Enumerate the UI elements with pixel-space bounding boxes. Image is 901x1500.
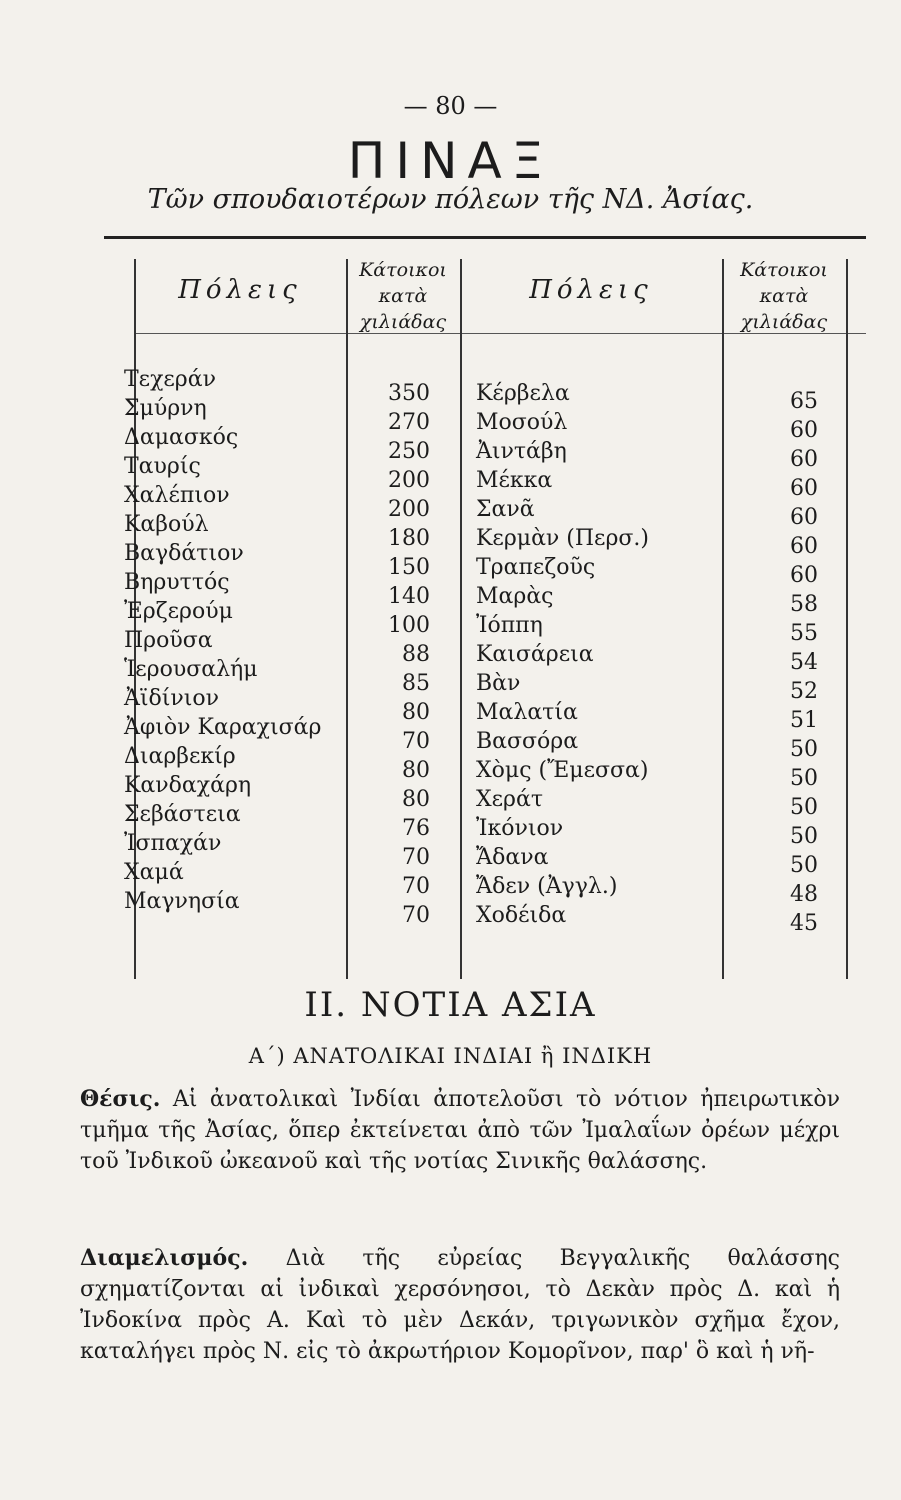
header-inhabitants-line2: κατὰ (759, 285, 809, 307)
left-value-cell: 270 (388, 410, 430, 435)
left-city-cell: Ἀϊδίνιον (124, 686, 220, 711)
right-city-cell: Ἰκόνιον (476, 816, 564, 841)
right-value-cell: 60 (790, 534, 818, 559)
right-city-cell: Ἰόππη (476, 613, 543, 638)
left-value-cell: 350 (388, 381, 430, 406)
paragraph-subdivision (80, 1243, 840, 1367)
right-city-cell: Ἀιντάβη (476, 439, 567, 464)
left-city-cell: Βηρυττός (124, 570, 230, 595)
left-city-cell: Ταυρίς (124, 454, 201, 479)
paragraph-text: Διὰ τῆς εὐρείας Βεγγαλικῆς θαλάσσης σχηματίζονται αἱ ἰνδικαὶ χερσόνησοι, τὸ Δεκὰν πρὸς Δ. καὶ ἡ Ἰνδοκίνα πρὸς Α. Καὶ τὸ μὲν Δεκάν, τριγωνικὸν σχῆμα ἔχον, καταλήγει πρὸς Ν. εἰς τὸ ἀκρωτήριον Κομορῖνον, παρ' ὃ καὶ ἡ νῆ- (80, 1246, 840, 1364)
left-value-cell: 70 (402, 903, 430, 928)
paragraph-text: Αἱ ἀνατολικαὶ Ἰνδίαι ἀποτελοῦσι τὸ νότιον ἠπειρωτικὸν τμῆμα τῆς Ἀσίας, ὅπερ ἐκτείνεται ἀπὸ τῶν Ἰμαλαΐων ὀρέων μέχρι τοῦ Ἰνδικοῦ ὠκεανοῦ καὶ τῆς νοτίας Σινικῆς θαλάσσης. (80, 1087, 840, 1174)
right-city-cell: Καισάρεια (476, 642, 594, 667)
left-city-cell: Χαλέπιον (124, 483, 230, 508)
header-inhabitants-line3: χιλιάδας (740, 311, 828, 333)
right-city-cell: Μαλατία (476, 700, 578, 725)
right-value-cell: 52 (790, 679, 818, 704)
left-value-cell: 88 (402, 642, 430, 667)
left-value-cell: 100 (388, 613, 430, 638)
right-city-cell: Τραπεζοῦς (476, 555, 596, 580)
page-title: ΠΙΝΑΞ (347, 132, 554, 190)
left-value-cell: 200 (388, 468, 430, 493)
right-value-cell: 45 (790, 911, 818, 936)
header-inhabitants-line1: Κάτοικοι (740, 259, 828, 281)
header-inhabitants-line2: κατὰ (378, 285, 428, 307)
left-city-cell: Ἱερουσαλήμ (124, 657, 258, 682)
right-value-cell: 48 (790, 882, 818, 907)
left-city-cell: Σεβάστεια (124, 802, 241, 827)
left-value-cell: 250 (388, 439, 430, 464)
right-city-cell: Ἄδεν (Ἀγγλ.) (476, 874, 618, 899)
left-value-cell: 76 (402, 816, 430, 841)
right-city-cell: Χοδέιδα (476, 903, 567, 928)
left-value-cell: 70 (402, 729, 430, 754)
cities-table (104, 236, 866, 979)
right-city-cell: Χεράτ (476, 787, 544, 812)
left-value-cell: 70 (402, 874, 430, 899)
right-city-cell: Σανᾶ (476, 497, 535, 522)
right-value-cell: 60 (790, 505, 818, 530)
left-city-cell: Κανδαχάρη (124, 773, 252, 798)
table-subtitle: Τῶν σπουδαιοτέρων πόλεων τῆς ΝΔ. Ἀσίας. (147, 184, 754, 215)
right-value-cell: 65 (790, 389, 818, 414)
left-city-cell: Βαγδάτιον (124, 541, 244, 566)
left-value-cell: 80 (402, 700, 430, 725)
table-right-rule (846, 259, 848, 979)
right-value-cell: 60 (790, 447, 818, 472)
header-cities-right: Πόλεις (529, 275, 653, 305)
right-city-cell: Βὰν (476, 671, 521, 696)
left-city-cell: Δαμασκός (124, 425, 239, 450)
right-city-cell: Κερμὰν (Περσ.) (476, 526, 649, 551)
right-value-cell: 50 (790, 737, 818, 762)
right-value-cell: 54 (790, 650, 818, 675)
left-value-cell: 140 (388, 584, 430, 609)
right-value-cell: 50 (790, 766, 818, 791)
right-city-column (476, 379, 722, 930)
left-value-cell: 80 (402, 758, 430, 783)
left-value-cell: 180 (388, 526, 430, 551)
right-city-cell: Μοσούλ (476, 410, 568, 435)
right-value-cell: 55 (790, 621, 818, 646)
right-value-cell: 51 (790, 708, 818, 733)
header-inhabitants-line1: Κάτοικοι (359, 259, 447, 281)
left-city-cell: Τεχεράν (124, 367, 216, 392)
header-inhabitants-right (722, 257, 846, 335)
left-city-cell: Σμύρνη (124, 396, 207, 421)
paragraph-lead: Θέσις. (80, 1086, 161, 1112)
left-city-cell: Ἰσπαχάν (124, 831, 222, 856)
section-heading: ΙΙ. ΝΟΤΙΑ ΑΣΙΑ (304, 985, 597, 1025)
left-value-cell: 150 (388, 555, 430, 580)
right-city-cell: Μαρὰς (476, 584, 554, 609)
right-value-cell: 58 (790, 592, 818, 617)
column-rule-2 (460, 259, 462, 979)
left-value-cell: 70 (402, 845, 430, 870)
left-value-cell: 85 (402, 671, 430, 696)
left-city-column (124, 365, 346, 916)
right-value-cell: 50 (790, 853, 818, 878)
page-number: — 80 — (403, 92, 498, 120)
left-city-cell: Διαρβεκίρ (124, 744, 236, 769)
right-value-cell: 60 (790, 418, 818, 443)
header-inhabitants-line3: χιλιάδας (359, 311, 447, 333)
right-value-cell: 50 (790, 795, 818, 820)
left-city-cell: Καβούλ (124, 512, 209, 537)
right-city-cell: Βασσόρα (476, 729, 579, 754)
left-value-cell: 200 (388, 497, 430, 522)
left-value-column (346, 379, 430, 930)
paragraph-lead: Διαμελισμός. (80, 1245, 249, 1271)
right-value-cell: 60 (790, 476, 818, 501)
left-city-cell: Προῦσα (124, 628, 213, 653)
subsection-heading: Α΄) ΑΝΑΤΟΛΙΚΑΙ ΙΝΔΙΑΙ ἢ ΙΝΔΙΚΗ (248, 1044, 653, 1068)
right-value-column (722, 387, 818, 938)
right-city-cell: Ἄδανα (476, 845, 549, 870)
right-city-cell: Μέκκα (476, 468, 553, 493)
header-cities-left: Πόλεις (178, 275, 302, 305)
left-city-cell: Ἀφιὸν Καραχισάρ (124, 715, 322, 740)
right-city-cell: Κέρβελα (476, 381, 570, 406)
paragraph-position (80, 1084, 840, 1177)
left-city-cell: Μαγνησία (124, 889, 240, 914)
right-city-cell: Χὸμς (Ἔμεσσα) (476, 758, 649, 783)
right-value-cell: 50 (790, 824, 818, 849)
left-city-cell: Ἐρζερούμ (124, 599, 233, 624)
right-value-cell: 60 (790, 563, 818, 588)
left-city-cell: Χαμά (124, 860, 184, 885)
left-value-cell: 80 (402, 787, 430, 812)
header-inhabitants-left (346, 257, 460, 335)
